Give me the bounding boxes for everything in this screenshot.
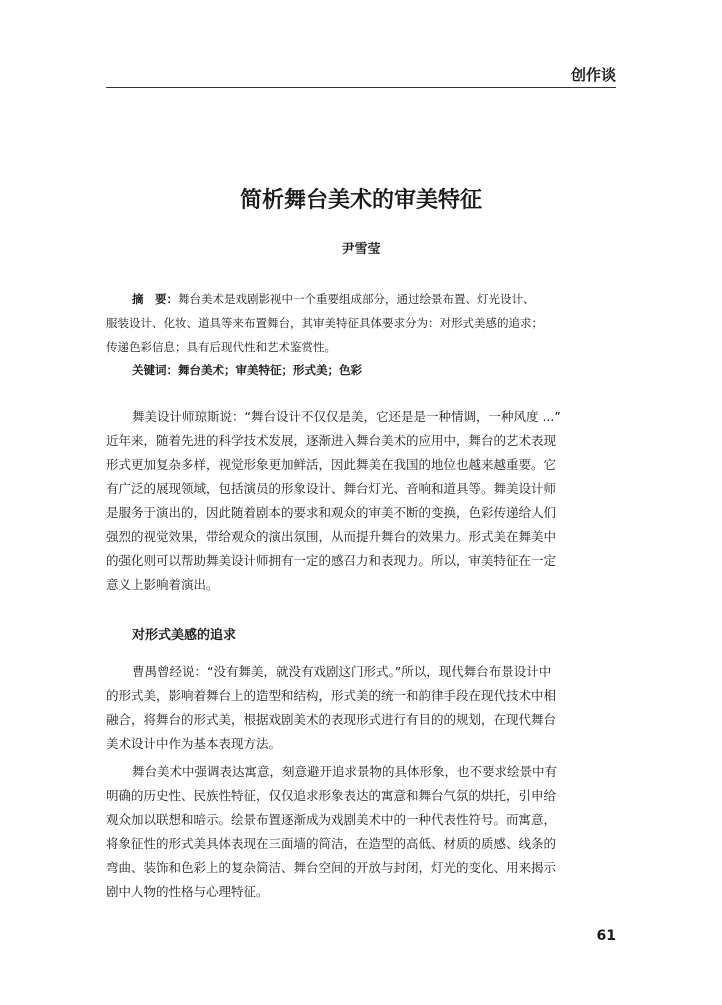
paragraph-line: 舞台美术中强调表达寓意，刻意避开追求景物的具体形象，也不要求绘景中有	[132, 764, 558, 779]
paragraph-3	[106, 760, 616, 904]
paragraph-2	[106, 660, 616, 756]
header-rule	[106, 87, 616, 88]
paragraph-line: 明确的历史性、民族性特征，仅仅追求形象表达的寓意和舞台气氛的烘托，引申给	[106, 788, 557, 803]
article-author: 尹雪莹	[341, 242, 381, 257]
paragraph-line: 剧中人物的性格与心理特征。	[106, 884, 269, 899]
keywords-line	[106, 358, 616, 382]
paragraph-line: 近年来，随着先进的科学技术发展，逐渐进入舞台美术的应用中，舞台的艺术表现	[106, 433, 557, 448]
paragraph-1	[106, 405, 616, 597]
section-heading: 对形式美感的追求	[132, 628, 237, 643]
keywords-label: 关键词：	[132, 363, 178, 377]
article-title: 简析舞台美术的审美特征	[239, 188, 482, 213]
paragraph-line: 意义上影响着演出。	[106, 577, 219, 592]
abstract-label: 摘 要：	[132, 292, 178, 306]
section-label: 创作谈	[570, 66, 616, 84]
abstract-line	[106, 287, 616, 311]
paragraph-line: 将象征性的形式美具体表现在三面墙的简洁，在造型的高低、材质的质感、线条的	[106, 836, 557, 851]
paragraph-line: 强烈的视觉效果，带给观众的演出氛围，从而提升舞台的效果力。形式美在舞美中	[106, 529, 557, 544]
paragraph-line: 融合，将舞台的形式美，根据戏剧美术的表现形式进行有目的的规划，在现代舞台	[106, 712, 557, 727]
paragraph-line: 舞美设计师琼斯说：“舞台设计不仅仅是美，它还是是一种情调，一种风度 ...”	[132, 409, 561, 424]
paragraph-line: 曹禺曾经说：“没有舞美，就没有戏剧这门形式。”所以，现代舞台布景设计中	[132, 664, 552, 679]
paragraph-line: 的形式美，影响着舞台上的造型和结构，形式美的统一和韵律手段在现代技术中相	[106, 688, 557, 703]
keywords-text: 舞台美术；审美特征；形式美；色彩	[178, 363, 362, 377]
page-number: 61	[596, 928, 616, 944]
abstract-line: 传递色彩信息；具有后现代性和艺术鉴赏性。	[106, 340, 336, 354]
abstract	[106, 287, 616, 359]
abstract-text: 舞台美术是戏剧影视中一个重要组成部分，通过绘景布置、灯光设计、	[178, 292, 535, 306]
keywords	[106, 358, 616, 382]
paragraph-line: 的强化则可以帮助舞美设计师拥有一定的感召力和表现力。所以，审美特征在一定	[106, 553, 557, 568]
paragraph-line: 形式更加复杂多样，视觉形象更加鲜活，因此舞美在我国的地位也越来越重要。它	[106, 457, 557, 472]
paragraph-line: 是服务于演出的，因此随着剧本的要求和观众的审美不断的变换，色彩传递给人们	[106, 505, 557, 520]
paragraph-line: 弯曲、装饰和色彩上的复杂简洁、舞台空间的开放与封闭，灯光的变化、用来揭示	[106, 860, 557, 875]
abstract-line: 服装设计、化妆、道具等来布置舞台，其审美特征具体要求分为：对形式美感的追求；	[106, 316, 543, 330]
paragraph-line: 美术设计中作为基本表现方法。	[106, 736, 282, 751]
paragraph-line: 有广泛的展现领域，包括演员的形象设计、舞台灯光、音响和道具等。舞美设计师	[106, 481, 557, 496]
paragraph-line: 观众加以联想和暗示。绘景布置逐渐成为戏剧美术中的一种代表性符号。而寓意，	[106, 812, 557, 827]
